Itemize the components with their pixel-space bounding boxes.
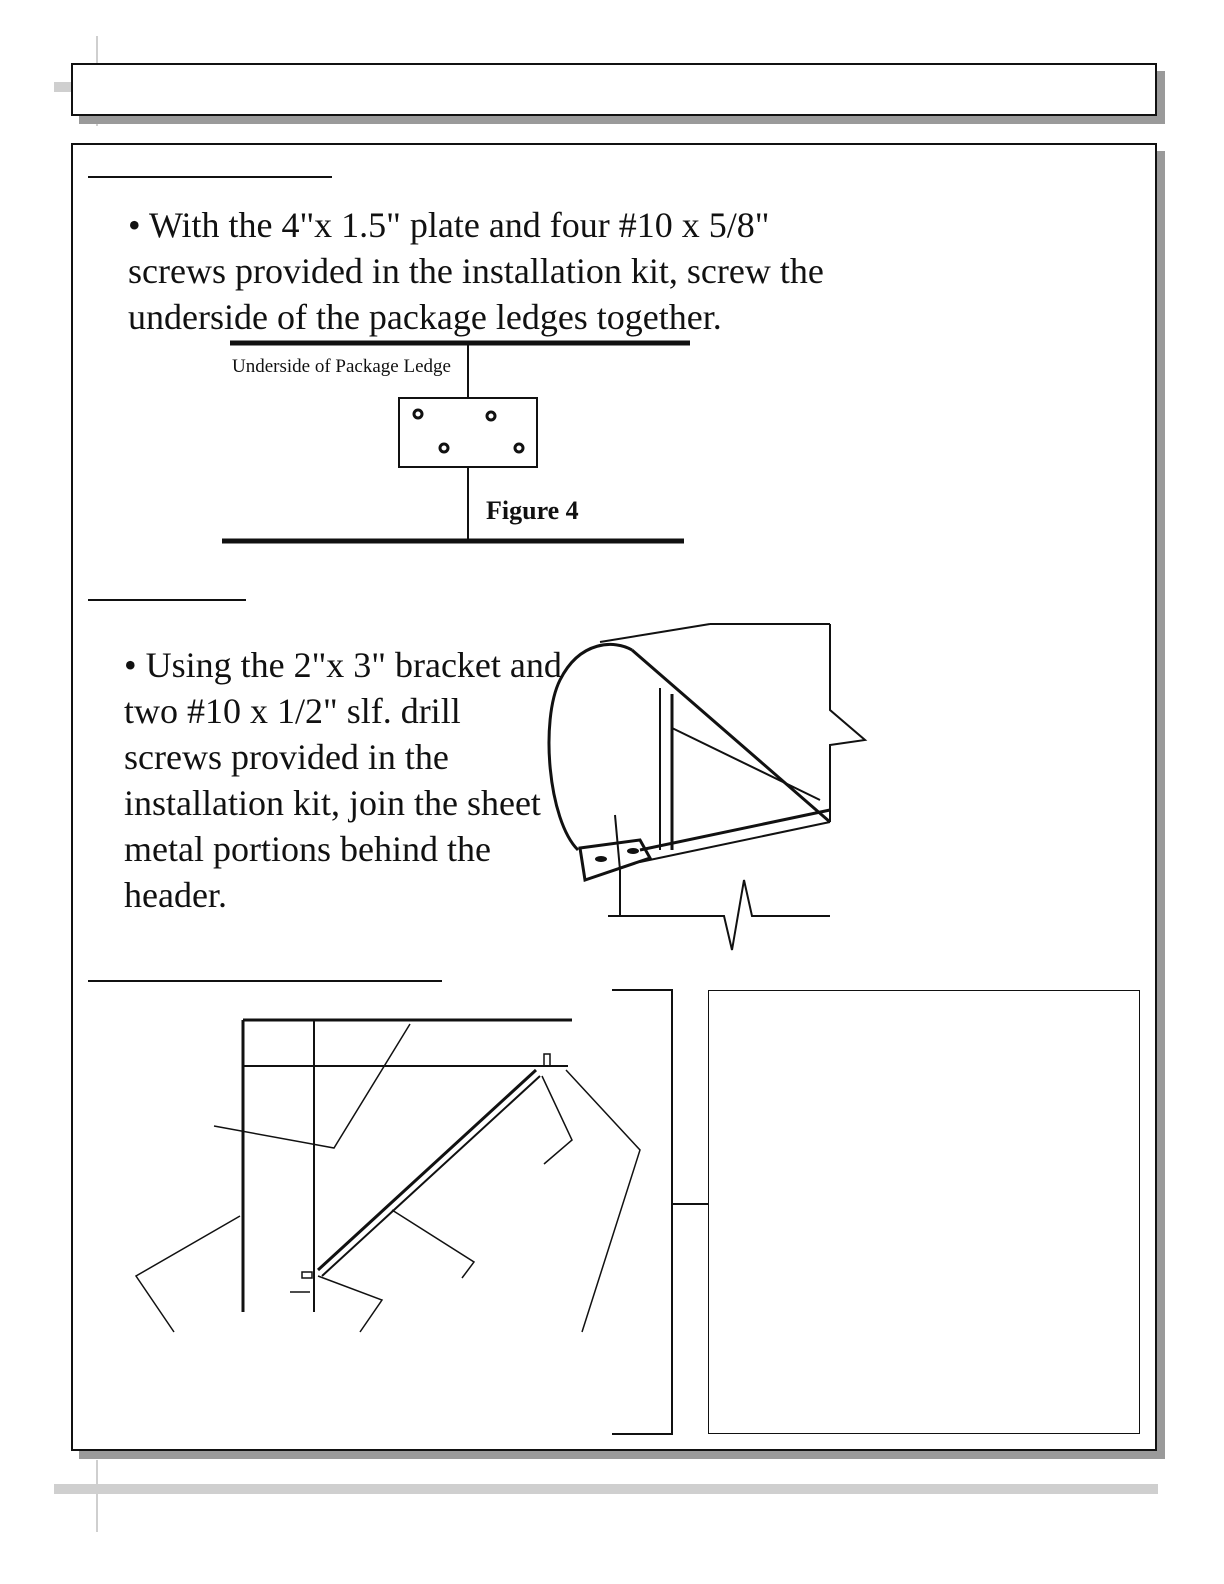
section-1-heading-rule <box>88 176 332 178</box>
margin-guide-bottom <box>96 1460 98 1532</box>
note-box <box>708 990 1140 1434</box>
section-2-heading-rule <box>88 599 246 601</box>
margin-guide-bottom-bar <box>54 1484 1158 1494</box>
section-3-heading-rule <box>88 980 442 982</box>
step-1-text: • With the 4"x 1.5" plate and four #10 x 5/8" screws provided in the installation kit, screw the underside of the package ledges together. <box>128 205 824 337</box>
figure-4-caption: Figure 4 <box>486 496 579 525</box>
ledge-label: Underside of Package Ledge <box>232 356 451 377</box>
header-bar <box>71 63 1157 116</box>
step-2-text: • Using the 2"x 3" bracket and two #10 x 1/2" slf. drill screws provided in the installation kit, join the sheet metal portions behind the header. <box>124 645 562 915</box>
